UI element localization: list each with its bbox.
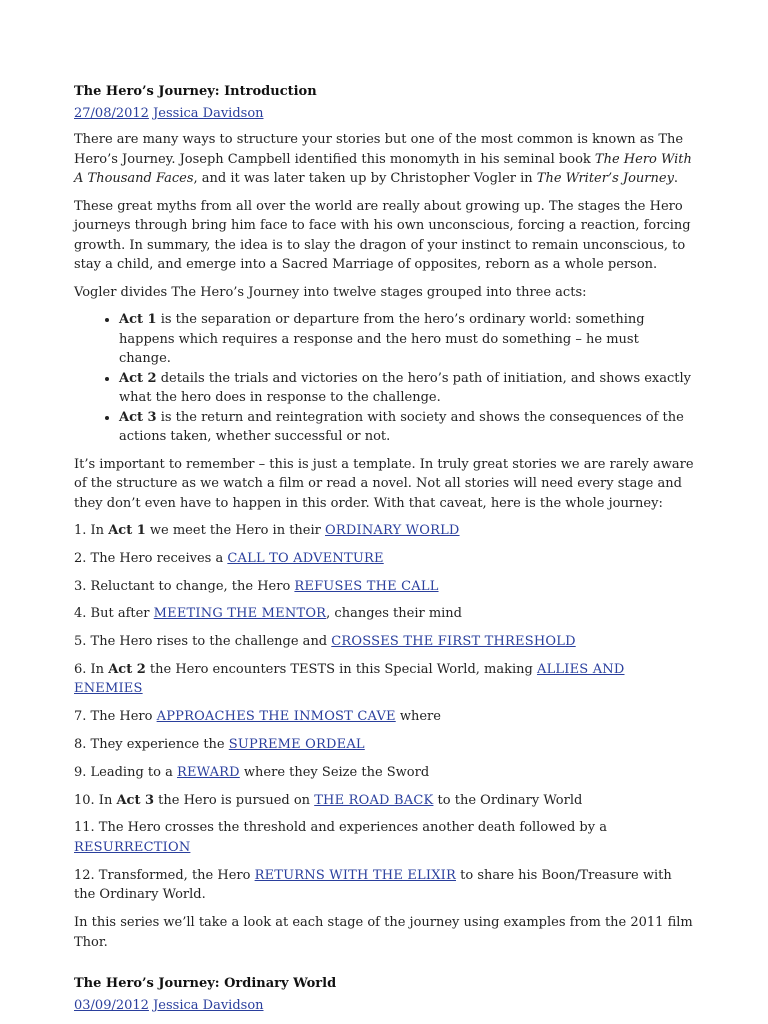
acts-intro-paragraph: Vogler divides The Hero’s Journey into twelve stages grouped into three acts: (74, 284, 587, 300)
post-date-link[interactable]: 03/09/2012 (74, 998, 149, 1014)
act-label: Act 3 (119, 409, 157, 425)
step-text: 11. The Hero crosses the threshold and experiences another death followed by a (74, 820, 607, 836)
intro-text-b: , and it was later taken up by Christopher Vogler in (193, 171, 537, 186)
book-title-writers-journey: The Writer’s Journey (536, 171, 674, 186)
journey-step (74, 604, 694, 624)
act-label: Act 1 (119, 312, 157, 327)
document-page (74, 82, 694, 1022)
acts-list (74, 310, 694, 447)
journey-step (74, 866, 694, 905)
stage-link-allies-and-enemies[interactable]: ALLIES AND ENEMIES (74, 661, 625, 697)
author-link[interactable]: Jessica Davidson (153, 106, 264, 121)
list-item (119, 369, 694, 408)
template-caveat-paragraph: It’s important to remember – this is just a template. In truly great stories we are rarely aware of the structure as we watch a film or read a novel. Not all stories will need every stage and they don’t even have to happen in this order. With that caveat, here is the whole journey: (74, 456, 694, 511)
act-label: Act 2 (119, 370, 157, 386)
act-description: is the separation or departure from the hero’s ordinary world: something happens which requires a response and the hero must do something – he must change. (119, 312, 645, 366)
step-text: where (395, 709, 441, 725)
journey-step (74, 791, 694, 811)
step-act-label: Act 3 (116, 792, 155, 808)
stage-link-ordinary-world[interactable]: ORDINARY WORLD (325, 523, 460, 538)
post-title: The Hero’s Journey: Introduction (74, 84, 317, 99)
journey-step (74, 735, 694, 755)
step-text: the Hero encounters TESTS in this Special World, making (145, 661, 537, 677)
post-meta (74, 104, 694, 124)
journey-steps (74, 521, 694, 905)
stage-link-returns-with-the-elixir[interactable]: RETURNS WITH THE ELIXIR (254, 867, 456, 883)
step-text: 1. In (74, 523, 109, 538)
step-text: where they Seize the Sword (239, 764, 430, 780)
post-meta (74, 996, 694, 1016)
stage-link-resurrection[interactable]: RESURRECTION (74, 839, 191, 855)
stage-link-call-to-adventure[interactable]: CALL TO ADVENTURE (227, 550, 384, 566)
post-date-link[interactable]: 27/08/2012 (74, 106, 149, 121)
step-text: to share his Boon/Treasure with the Ordinary World. (74, 867, 672, 903)
journey-step (74, 549, 694, 569)
journey-step (74, 660, 694, 699)
stage-link-supreme-ordeal[interactable]: SUPREME ORDEAL (228, 737, 365, 753)
step-text: 9. Leading to a (74, 764, 177, 780)
list-item (119, 408, 694, 447)
journey-step (74, 818, 694, 857)
step-text: to the Ordinary World (433, 792, 583, 808)
stage-link-reward[interactable]: REWARD (176, 764, 240, 780)
intro-paragraph (74, 130, 694, 189)
act-description: is the return and reintegration with society and shows the consequences of the actions taken, whether successful or not. (119, 409, 684, 444)
step-text: the Hero is pursued on (154, 792, 315, 808)
journey-step (74, 577, 694, 597)
act-description: details the trials and victories on the hero’s path of initiation, and shows exactly what the hero does in response to the challenge. (119, 370, 692, 405)
step-text: 12. Transformed, the Hero (74, 867, 255, 883)
step-text: 7. The Hero (74, 709, 157, 725)
growing-up-paragraph: These great myths from all over the world are really about growing up. The stages the Hero journeys through bring him face to face with his own unconscious, forcing a reaction, forcing growth. In summary, the idea is to slay the dragon of your instinct to remain unconscious, to stay a child, and emerge into a Sacred Marriage of opposites, reborn as a whole person. (74, 198, 691, 272)
journey-step (74, 521, 694, 541)
stage-link-refuses-the-call[interactable]: REFUSES THE CALL (294, 578, 439, 594)
journey-step (74, 632, 694, 652)
closing-paragraph: In this series we’ll take a look at each stage of the journey using examples from the 2011 film Thor. (74, 915, 693, 950)
list-item (119, 310, 694, 369)
book-title-hero-thousand-faces: The Hero With A Thousand Faces (74, 151, 692, 186)
step-text: we meet the Hero in their (145, 523, 326, 538)
step-text: , changes their mind (326, 606, 463, 622)
stage-link-crosses-the-first-threshold[interactable]: CROSSES THE FIRST THRESHOLD (331, 634, 576, 650)
intro-text-a: There are many ways to structure your stories but one of the most common is known as The Hero’s Journey. Joseph Campbell identified this monomyth in his seminal book (74, 132, 684, 167)
step-text: 2. The Hero receives a (74, 550, 228, 566)
step-text: 10. In (74, 792, 117, 808)
step-act-label: Act 1 (108, 523, 146, 538)
author-link[interactable]: Jessica Davidson (153, 998, 264, 1014)
step-act-label: Act 2 (108, 661, 146, 677)
step-text: 4. But after (74, 606, 154, 622)
stage-link-the-road-back[interactable]: THE ROAD BACK (314, 792, 434, 808)
stage-link-approaches-the-inmost-cave[interactable]: APPROACHES THE INMOST CAVE (156, 709, 396, 725)
step-text: 5. The Hero rises to the challenge and (74, 634, 332, 650)
step-text: 3. Reluctant to change, the Hero (74, 578, 295, 594)
intro-text-c: . (673, 171, 679, 186)
step-text: 6. In (74, 661, 109, 677)
post-title: The Hero’s Journey: Ordinary World (74, 976, 337, 992)
step-text: 8. They experience the (74, 737, 229, 753)
stage-link-meeting-the-mentor[interactable]: MEETING THE MENTOR (153, 606, 327, 622)
journey-step (74, 707, 694, 727)
journey-step (74, 763, 694, 783)
